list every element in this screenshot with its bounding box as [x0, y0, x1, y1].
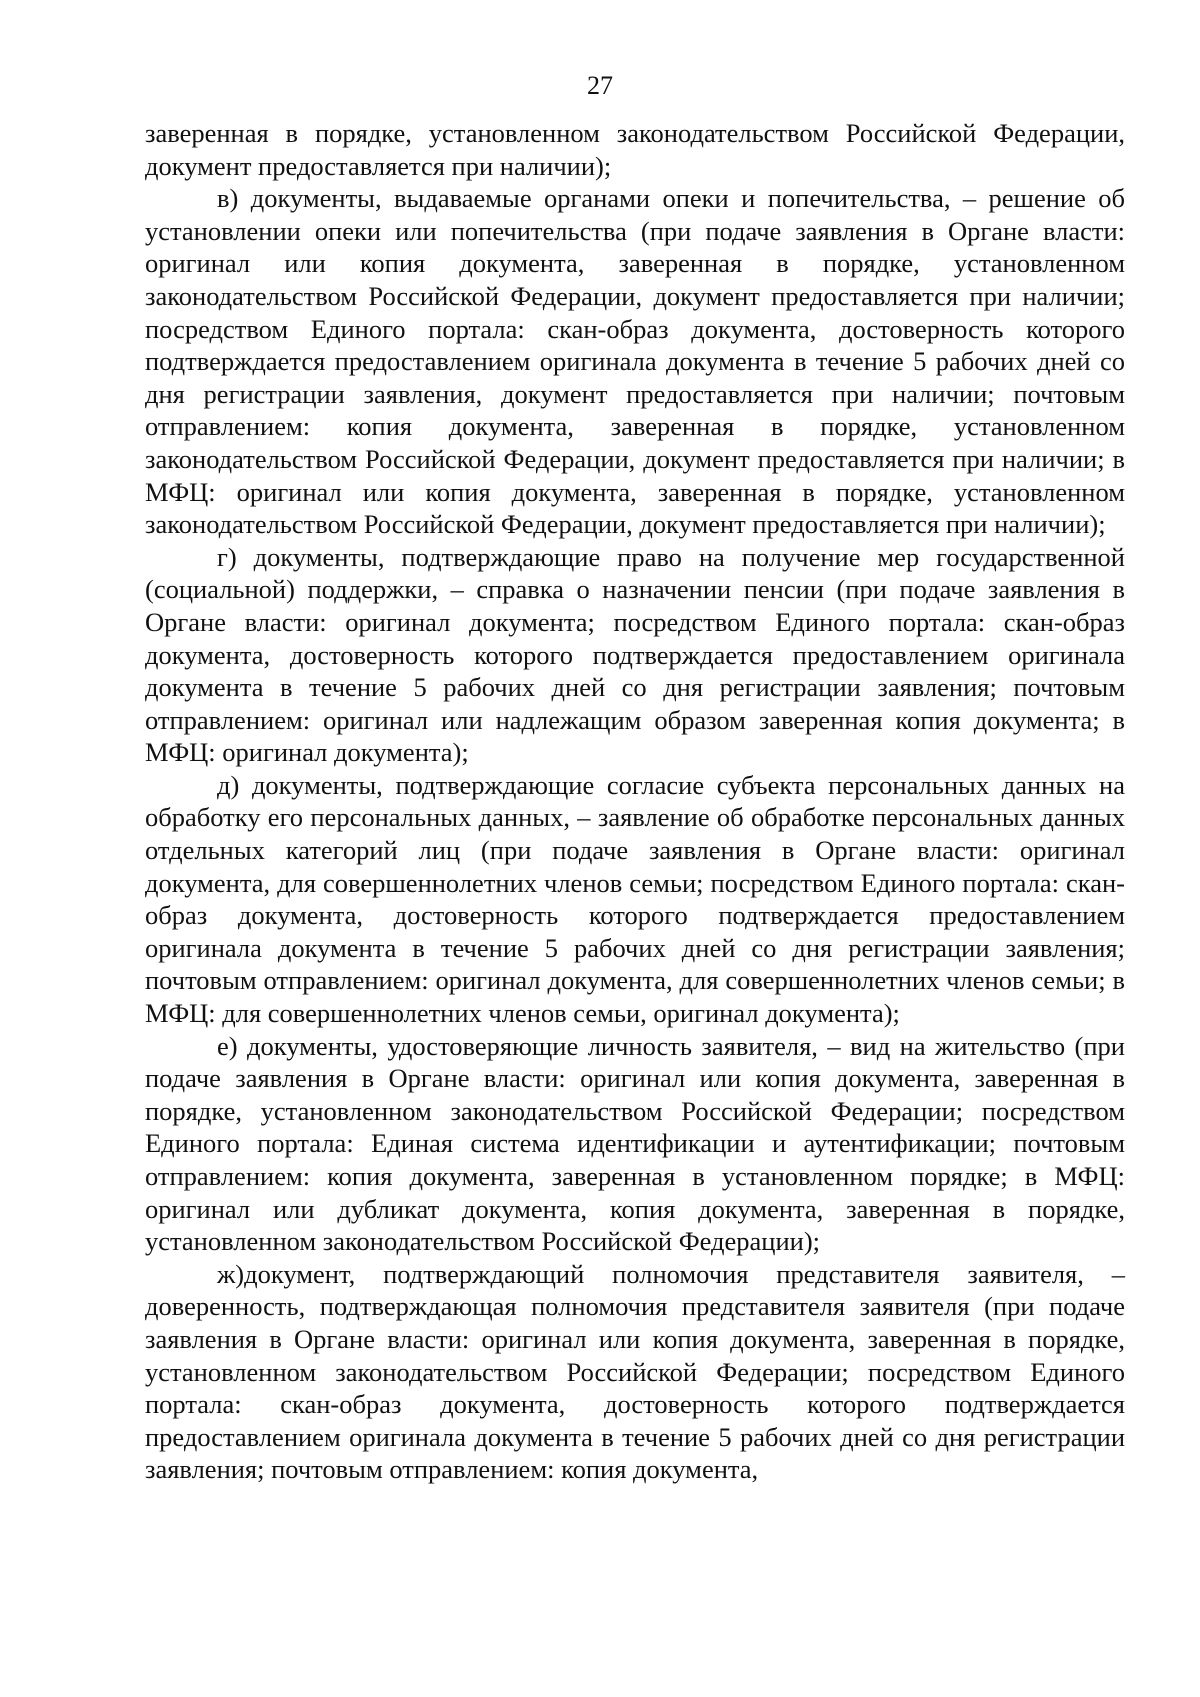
- paragraph-item-e: е) документы, удостоверяющие личность заявителя, – вид на жительство (при подаче заявления в Органе власти: оригинал или копия документа, заверенная в порядке, установленном законодательством Российской Федерации; посредством Единого портала: Единая система идентификации и аутентификации; почтовым отправлением: копия документа, заверенная в установленном порядке; в МФЦ: оригинал или дубликат документа, копия документа, заверенная в порядке, установленном законодательством Российской Федерации);: [145, 1030, 1125, 1257]
- document-body: [145, 117, 1125, 1486]
- paragraph-item-v: в) документы, выдаваемые органами опеки и попечительства, – решение об установлении опеки или попечительства (при подаче заявления в Органе власти: оригинал или копия документа, заверенная в порядке, установленном законодательством Российской Федерации, документ предоставляется при наличии; посредством Единого портала: скан-образ документа, достоверность которого подтверждается предоставлением оригинала документа в течение 5 рабочих дней со дня регистрации заявления, документ предоставляется при наличии; почтовым отправлением: копия документа, заверенная в порядке, установленном законодательством Российской Федерации, документ предоставляется при наличии; в МФЦ: оригинал или копия документа, заверенная в порядке, установленном законодательством Российской Федерации, документ предоставляется при наличии);: [145, 183, 1125, 540]
- paragraph-item-zh: ж)документ, подтверждающий полномочия представителя заявителя, – доверенность, подтверждающая полномочия представителя заявителя (при подаче заявления в Органе власти: оригинал или копия документа, заверенная в порядке, установленном законодательством Российской Федерации; посредством Единого портала: скан-образ документа, достоверность которого подтверждается предоставлением оригинала документа в течение 5 рабочих дней со дня регистрации заявления; почтовым отправлением: копия документа,: [145, 1258, 1125, 1485]
- paragraph-item-g: г) документы, подтверждающие право на получение мер государственной (социальной) поддержки, – справка о назначении пенсии (при подаче заявления в Органе власти: оригинал документа; посредством Единого портала: скан-образ документа, достоверность которого подтверждается предоставлением оригинала документа в течение 5 рабочих дней со дня регистрации заявления; почтовым отправлением: оригинал или надлежащим образом заверенная копия документа; в МФЦ: оригинал документа);: [145, 541, 1125, 768]
- page-number: 27: [587, 71, 613, 100]
- paragraph: заверенная в порядке, установленном законодательством Российской Федерации, документ предоставляется при наличии);: [145, 118, 1125, 181]
- paragraph-item-d: д) документы, подтверждающие согласие субъекта персональных данных на обработку его персональных данных, – заявление об обработке персональных данных отдельных категорий лиц (при подаче заявления в Органе власти: оригинал документа, для совершеннолетних членов семьи; посредством Единого портала: скан-образ документа, достоверность которого подтверждается предоставлением оригинала документа в течение 5 рабочих дней со дня регистрации заявления; почтовым отправлением: оригинал документа, для совершеннолетних членов семьи; в МФЦ: для совершеннолетних членов семьи, оригинал документа);: [145, 769, 1125, 1029]
